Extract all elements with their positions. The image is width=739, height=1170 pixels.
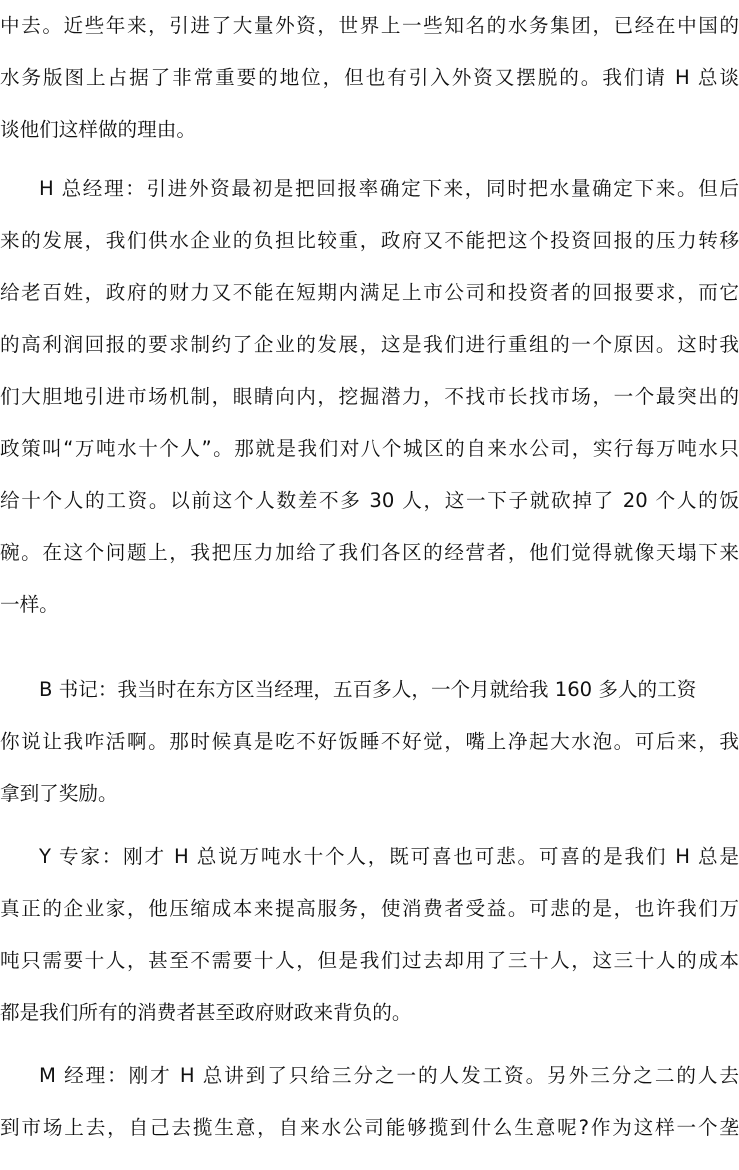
text-line: B 书记：我当时在东方区当经理，五百多人，一个月就给我 160 多人的工资: [39, 678, 697, 701]
text-line: 给老百姓，政府的财力又不能在短期内满足上市公司和投资者的回报要求，而它: [0, 281, 739, 304]
text-line: 们大胆地引进市场机制，眼睛向内，挖掘潜力，不找市长找市场，一个最突出的: [0, 385, 739, 408]
text-line: 的高利润回报的要求制约了企业的发展，这是我们进行重组的一个原因。这时我: [0, 333, 739, 356]
text-line: M 经理：刚才 H 总讲到了只给三分之一的人发工资。另外三分之二的人去: [39, 1064, 739, 1087]
text-line: 政策叫“万吨水十个人”。那就是我们对八个城区的自来水公司，实行每万吨水只: [0, 437, 739, 460]
text-line: 碗。在这个问题上，我把压力加给了我们各区的经营者，他们觉得就像天塌下来: [0, 541, 739, 564]
text-line: 水务版图上占据了非常重要的地位，但也有引入外资又摆脱的。我们请 H 总谈: [0, 66, 739, 89]
text-line: 中去。近些年来，引进了大量外资，世界上一些知名的水务集团，已经在中国的: [0, 14, 739, 37]
text-line: 都是我们所有的消费者甚至政府财政来背负的。: [0, 1001, 412, 1024]
text-line: 来的发展，我们供水企业的负担比较重，政府又不能把这个投资回报的压力转移: [0, 229, 739, 252]
text-line: 到市场上去，自己去揽生意，自来水公司能够揽到什么生意呢?作为这样一个垄: [0, 1116, 739, 1139]
text-line: Y 专家：刚才 H 总说万吨水十个人，既可喜也可悲。可喜的是我们 H 总是: [39, 845, 739, 868]
text-line: 真正的企业家，他压缩成本来提高服务，使消费者受益。可悲的是，也许我们万: [0, 897, 739, 920]
text-line: 拿到了奖励。: [0, 782, 118, 805]
text-line: 吨只需要十人，甚至不需要十人，但是我们过去却用了三十人，这三十人的成本: [0, 949, 739, 972]
text-line: H 总经理：引进外资最初是把回报率确定下来，同时把水量确定下来。但后: [39, 177, 739, 200]
text-line: 你说让我咋活啊。那时候真是吃不好饭睡不好觉，嘴上净起大水泡。可后来，我: [0, 730, 739, 753]
text-line: 给十个人的工资。以前这个人数差不多 30 人，这一下子就砍掉了 20 个人的饭: [0, 489, 739, 512]
text-line: 一样。: [0, 593, 59, 616]
text-line: 谈他们这样做的理由。: [0, 118, 196, 141]
